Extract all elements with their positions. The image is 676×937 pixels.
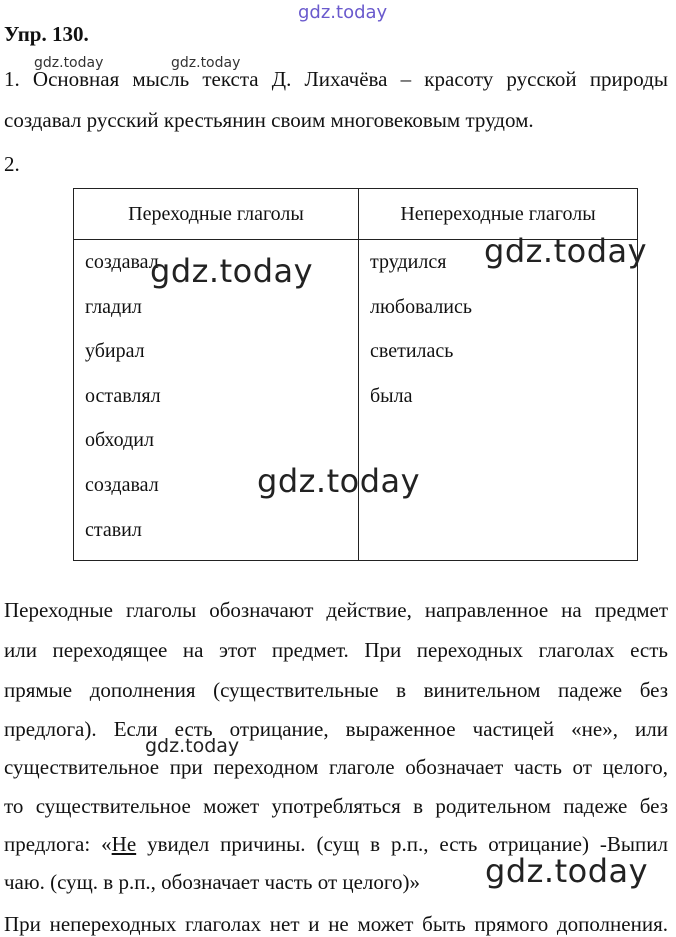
transitive-verb: создавал xyxy=(85,251,159,273)
watermark-small-left: gdz.today xyxy=(34,55,104,71)
transitive-verb: создавал xyxy=(85,473,159,496)
header-transitive: Переходные глаголы xyxy=(74,189,359,240)
example-prefix: предлога: « xyxy=(4,832,112,856)
explanation-line: прямые дополнения (существительные в винительном падеже без xyxy=(4,678,668,702)
watermark-big-2: gdz.today xyxy=(484,232,648,270)
watermark-medium: gdz.today xyxy=(145,735,240,757)
explanation-line: существительное при переходном глаголе обозначает часть от целого, xyxy=(4,755,668,779)
answer-2-label: 2. xyxy=(4,152,20,176)
explanation-line-8: чаю. (сущ. в р.п., обозначает часть от целого)» xyxy=(4,870,420,894)
intransitive-verb: трудился xyxy=(370,251,447,273)
explanation-line: Переходные глаголы обозначают действие, направленное на предмет xyxy=(4,598,668,622)
intransitive-column xyxy=(359,240,638,561)
transitive-verb: оставлял xyxy=(85,384,161,407)
intransitive-verb: любовались xyxy=(370,295,473,318)
explanation-line: то существительное может употребляться в родительном падеже без xyxy=(4,794,668,818)
intransitive-verb: светилась xyxy=(370,340,454,363)
intransitive-verb: была xyxy=(370,384,413,407)
watermark-top: gdz.today xyxy=(298,2,388,23)
explanation-line: или переходящее на этот предмет. При переходных глаголах есть xyxy=(4,638,668,662)
negation-particle: Не xyxy=(111,832,137,856)
answer-line-2: создавал русский крестьянин своим многовековым трудом. xyxy=(4,108,534,132)
watermark-small-right: gdz.today xyxy=(171,55,241,71)
transitive-verb: ставил xyxy=(85,518,142,541)
watermark-big-4: gdz.today xyxy=(485,852,649,890)
header-intransitive: Непереходные глаголы xyxy=(359,189,638,240)
example-rest: увидел причины. (сущ в р.п., есть отрицание) -Выпил xyxy=(136,832,668,856)
transitive-verb: обходил xyxy=(85,429,154,452)
answer-line-1: 1. Основная мысль текста Д. Лихачёва – красоту русской природы xyxy=(4,67,668,91)
explanation-line: предлога). Если есть отрицание, выраженное частицей «не», или xyxy=(4,717,668,741)
transitive-verb: убирал xyxy=(85,340,145,363)
watermark-big-3: gdz.today xyxy=(257,462,421,500)
final-statement: При непереходных глаголах нет и не может быть прямого дополнения. xyxy=(4,912,668,936)
watermark-big-1: gdz.today xyxy=(150,252,314,290)
exercise-title: Упр. 130. xyxy=(4,22,89,46)
transitive-verb: гладил xyxy=(85,295,142,318)
